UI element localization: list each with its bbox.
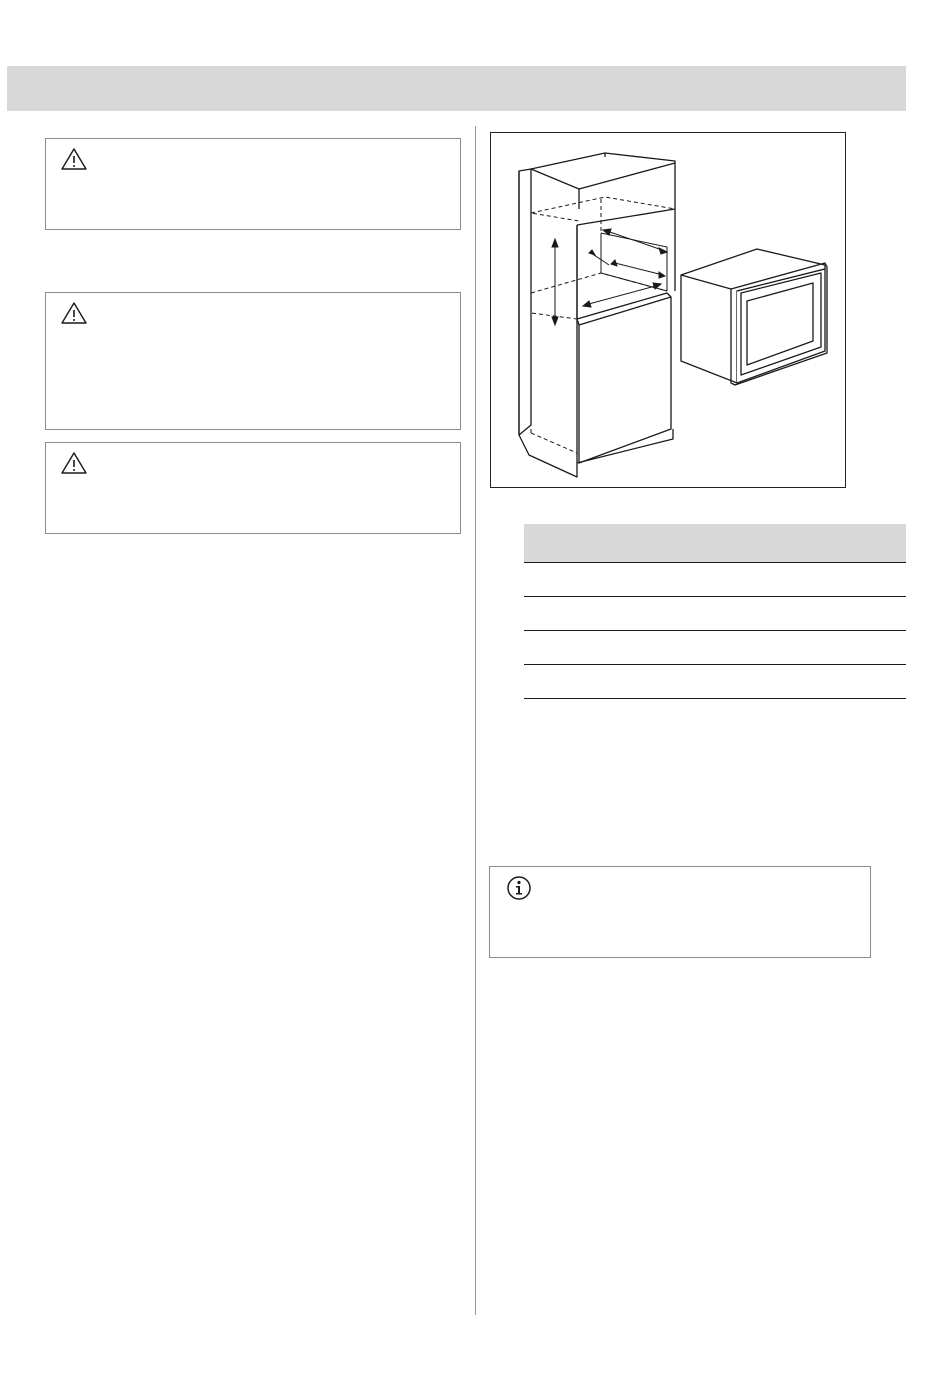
table-cell [715, 631, 906, 665]
table-cell [715, 665, 906, 699]
table-cell [715, 597, 906, 631]
warning-icon [60, 451, 88, 475]
info-notice [489, 866, 871, 958]
info-icon [506, 875, 532, 901]
table-cell [715, 563, 906, 597]
table-row [524, 665, 906, 699]
warning-icon [60, 147, 88, 171]
column-divider [475, 126, 476, 1315]
warning-icon [60, 301, 88, 325]
table-row [524, 631, 906, 665]
table-header-row [524, 524, 906, 563]
table-cell [524, 631, 715, 665]
installation-figure [490, 132, 846, 488]
warning-notice-2 [45, 292, 461, 430]
table-header-cell [715, 524, 906, 563]
table-cell [524, 597, 715, 631]
table-row [524, 563, 906, 597]
table-header-cell [524, 524, 715, 563]
warning-notice-1 [45, 138, 461, 230]
cabinet-oven-illustration [491, 133, 847, 489]
section-header-bar [7, 66, 906, 111]
table-row [524, 597, 906, 631]
table-cell [524, 563, 715, 597]
dimensions-table [524, 524, 906, 699]
table-cell [524, 665, 715, 699]
warning-notice-3 [45, 442, 461, 534]
